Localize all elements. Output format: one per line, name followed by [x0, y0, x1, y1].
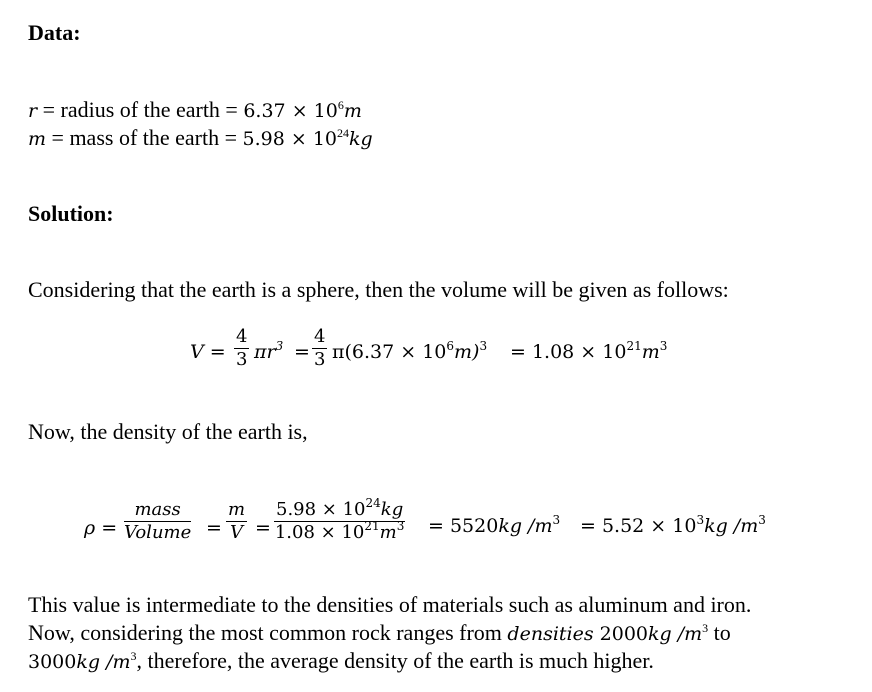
- exponent: 3: [758, 513, 766, 527]
- equals-sign: =: [255, 517, 271, 539]
- exponent: 3: [396, 519, 405, 533]
- denominator: 3: [314, 349, 326, 370]
- term: πr: [254, 341, 276, 363]
- equals-sign: =: [294, 341, 310, 363]
- fraction-values: [274, 496, 405, 544]
- exponent: 3: [659, 339, 668, 353]
- density-result-2: [580, 514, 766, 538]
- unit: m: [379, 522, 397, 543]
- numerator: mass: [124, 499, 191, 522]
- numerator: 4: [314, 326, 326, 347]
- denominator: Volume: [124, 522, 192, 543]
- exponent: 3: [479, 339, 488, 353]
- text: Now, considering the most common rock ranges from: [28, 620, 508, 645]
- unit: kg /m: [76, 651, 131, 673]
- term: π(6.37 × 10: [332, 341, 447, 363]
- unit: m): [454, 341, 480, 363]
- radius-label: = radius of the earth =: [37, 97, 244, 122]
- mass-value: 5.98 × 10: [242, 128, 338, 150]
- result-value: = 1.08 × 10: [510, 341, 627, 363]
- equals-sign: =: [206, 517, 222, 539]
- radius-exponent: 6: [337, 98, 344, 112]
- density-result-1: [428, 514, 560, 538]
- radius-unit: m: [343, 100, 362, 122]
- conclusion-line-3: [28, 648, 654, 675]
- data-heading: Data:: [28, 20, 81, 45]
- mass-label: = mass of the earth =: [46, 125, 243, 150]
- mass-exponent: 24: [337, 126, 350, 140]
- denominator: 3: [236, 349, 248, 370]
- denominator: V: [230, 522, 244, 543]
- unit: kg /m: [648, 623, 703, 645]
- numerator: m: [228, 499, 246, 520]
- unit: kg: [380, 499, 404, 520]
- value: 5.98 × 10: [276, 499, 366, 520]
- value: = 5.52 × 10: [580, 515, 697, 537]
- fraction-mass-volume: [124, 499, 191, 544]
- value: 3000: [28, 651, 77, 673]
- fraction-m-v: [226, 499, 247, 544]
- numerator: [274, 496, 405, 522]
- volume-term1: [254, 340, 283, 364]
- exponent: 6: [446, 339, 455, 353]
- value: = 5520: [428, 515, 499, 537]
- radius-symbol: r: [28, 100, 38, 122]
- unit: kg /m: [704, 515, 759, 537]
- volume-term2: [332, 340, 487, 364]
- numerator: 4: [236, 326, 248, 347]
- exponent: 3: [702, 621, 709, 635]
- denominator: [274, 519, 405, 544]
- exponent: 24: [365, 496, 381, 510]
- solution-heading: Solution:: [28, 201, 114, 226]
- math-text: densities: [507, 623, 594, 645]
- volume-lhs: V =: [190, 341, 226, 363]
- text: to: [708, 620, 731, 645]
- value: 2000: [593, 623, 649, 645]
- exponent: 3: [696, 513, 705, 527]
- conclusion-line-1: This value is intermediate to the densities of materials such as aluminum and iron.: [28, 592, 752, 617]
- unit: m: [641, 341, 660, 363]
- conclusion-line-2: [28, 620, 731, 647]
- mass-unit: kg: [349, 128, 373, 150]
- unit: kg /m: [498, 515, 553, 537]
- mass-line: [28, 125, 373, 152]
- radius-line: [28, 97, 362, 124]
- fraction-four-thirds: [234, 326, 249, 371]
- exponent: 3: [275, 339, 284, 353]
- exponent: 3: [552, 513, 561, 527]
- exponent: 21: [626, 339, 642, 353]
- density-intro: Now, the density of the earth is,: [28, 419, 308, 444]
- radius-value: 6.37 × 10: [243, 100, 338, 122]
- exponent: 21: [364, 519, 380, 533]
- exponent: 3: [130, 649, 137, 663]
- value: 1.08 × 10: [274, 522, 365, 543]
- text: , therefore, the average density of the earth is much higher.: [136, 648, 654, 673]
- fraction-four-thirds-2: [312, 326, 327, 371]
- mass-symbol: m: [28, 128, 47, 150]
- density-lhs: ρ =: [84, 517, 118, 539]
- volume-result: [510, 340, 667, 364]
- intro-text: Considering that the earth is a sphere, then the volume will be given as follows:: [28, 277, 729, 302]
